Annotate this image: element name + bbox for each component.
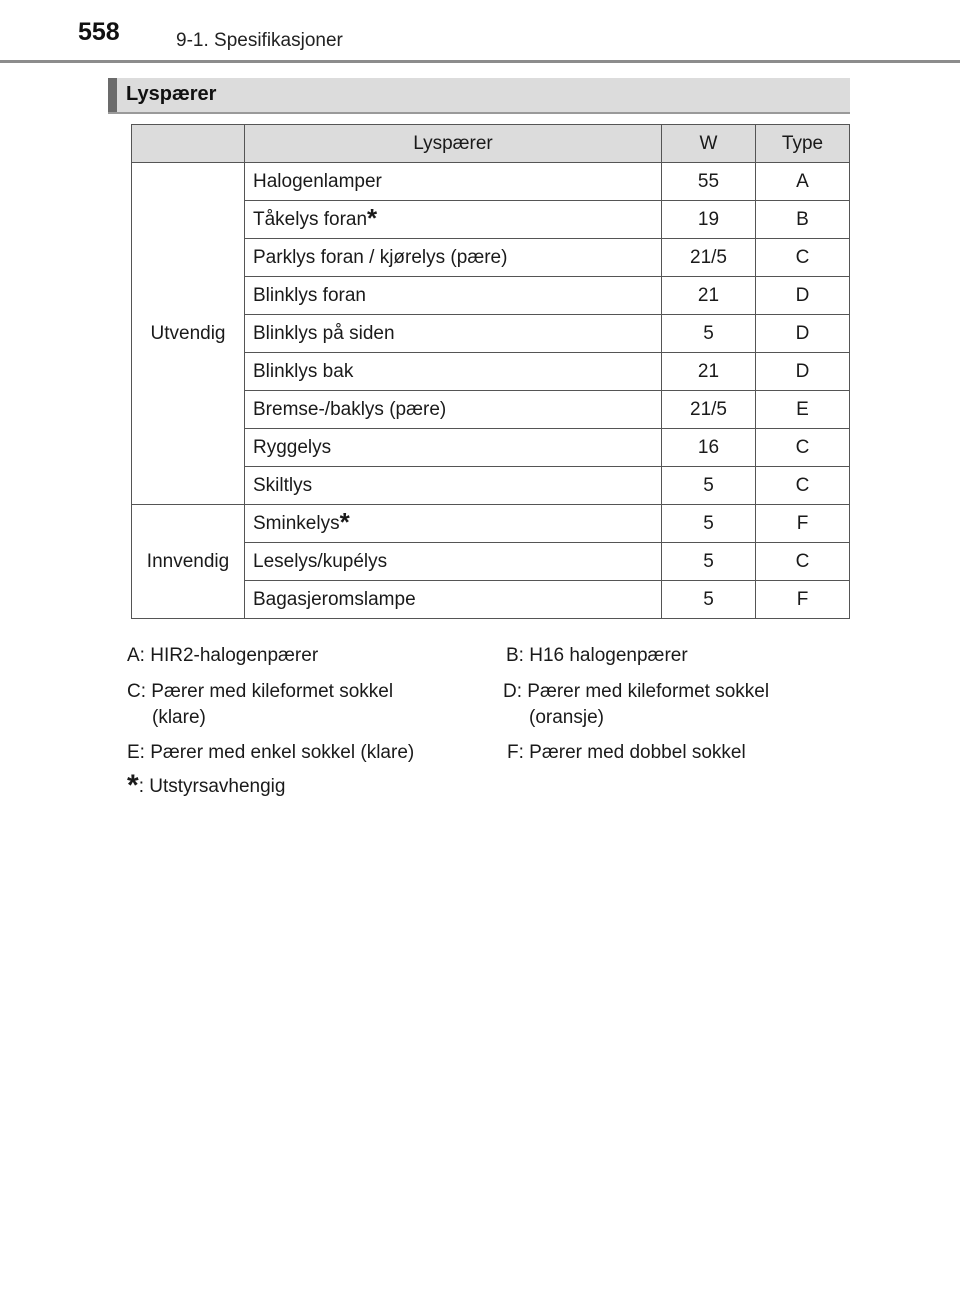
- section-accent: [108, 78, 117, 112]
- section-title: Lyspærer: [126, 83, 217, 105]
- bulb-name-cell: [245, 467, 662, 505]
- bulb-wattage: 21/5: [662, 391, 756, 429]
- bulb-type: D: [756, 277, 850, 315]
- group-label: Utvendig: [132, 163, 245, 505]
- legend-d-key: D:: [503, 681, 522, 702]
- legend-a-key: A:: [127, 645, 145, 666]
- footnote-star-icon: *: [127, 769, 139, 802]
- legend-d: [503, 679, 769, 731]
- bulb-name-cell: [245, 239, 662, 277]
- legend-f: [507, 740, 746, 766]
- bulb-name-cell: [245, 277, 662, 315]
- legend-a: [127, 643, 318, 669]
- bulb-name-cell: [245, 505, 662, 543]
- bulb-name: Tåkelys foran: [253, 208, 368, 230]
- optional-star-icon: *: [367, 202, 378, 233]
- bulb-name-cell: [245, 163, 662, 201]
- footnote-text: : Utstyrsavhengig: [138, 776, 286, 797]
- bulb-name: Ryggelys: [253, 436, 332, 458]
- legend-f-key: F:: [507, 742, 524, 763]
- chapter-title: 9-1. Spesifikasjoner: [176, 30, 343, 51]
- bulb-name-cell: [245, 543, 662, 581]
- bulb-name-cell: [245, 201, 662, 239]
- bulb-wattage: 55: [662, 163, 756, 201]
- bulb-wattage: 5: [662, 315, 756, 353]
- legend-b-text: H16 halogenpærer: [529, 645, 688, 666]
- bulb-name: Parklys foran / kjørelys (pære): [253, 246, 508, 268]
- page-number: 558: [78, 18, 120, 46]
- footnote: [127, 769, 286, 802]
- bulb-type: F: [756, 581, 850, 619]
- legend-f-text: Pærer med dobbel sokkel: [529, 742, 746, 763]
- table-header-row: [132, 125, 850, 163]
- header-name: Lyspærer: [245, 125, 662, 163]
- bulb-type: F: [756, 505, 850, 543]
- bulb-type: B: [756, 201, 850, 239]
- legend-b: [506, 643, 688, 669]
- bulb-name-cell: [245, 391, 662, 429]
- bulb-type: C: [756, 239, 850, 277]
- bulb-name: Blinklys foran: [253, 284, 366, 306]
- bulb-type: D: [756, 315, 850, 353]
- header-type: Type: [756, 125, 850, 163]
- bulb-type: C: [756, 543, 850, 581]
- bulb-table: [131, 124, 850, 619]
- bulb-name: Bagasjeromslampe: [253, 588, 416, 610]
- bulb-wattage: 21: [662, 277, 756, 315]
- bulb-wattage: 5: [662, 467, 756, 505]
- legend-c-text2: (klare): [152, 707, 206, 728]
- bulb-type: C: [756, 467, 850, 505]
- section-header: [108, 78, 850, 114]
- optional-star-icon: *: [339, 506, 350, 537]
- legend-d-text: Pærer med kileformet sokkel: [527, 681, 770, 702]
- bulb-name-cell: [245, 315, 662, 353]
- bulb-name: Leselys/kupélys: [253, 550, 388, 572]
- bulb-name: Blinklys bak: [253, 360, 354, 382]
- legend-e: [127, 740, 414, 766]
- bulb-wattage: 21/5: [662, 239, 756, 277]
- bulb-type: D: [756, 353, 850, 391]
- legend-c-key: C:: [127, 681, 146, 702]
- legend-b-key: B:: [506, 645, 524, 666]
- header-group: [132, 125, 245, 163]
- bulb-name-cell: [245, 353, 662, 391]
- bulb-wattage: 5: [662, 581, 756, 619]
- bulb-wattage: 16: [662, 429, 756, 467]
- bulb-name: Sminkelys: [253, 512, 340, 534]
- legend-c: [127, 679, 393, 731]
- legend-d-text2: (oransje): [529, 707, 604, 728]
- bulb-wattage: 19: [662, 201, 756, 239]
- bulb-name-cell: [245, 581, 662, 619]
- bulb-name-cell: [245, 429, 662, 467]
- table-row: [132, 163, 850, 201]
- bulb-type: A: [756, 163, 850, 201]
- header-rule: [0, 60, 960, 63]
- group-label: Innvendig: [132, 505, 245, 619]
- legend-a-text: HIR2-halogenpærer: [150, 645, 319, 666]
- legend-e-key: E:: [127, 742, 145, 763]
- bulb-type: C: [756, 429, 850, 467]
- bulb-name: Halogenlamper: [253, 170, 382, 192]
- bulb-wattage: 5: [662, 543, 756, 581]
- bulb-wattage: 21: [662, 353, 756, 391]
- legend-e-text: Pærer med enkel sokkel (klare): [150, 742, 415, 763]
- table-row: [132, 505, 850, 543]
- bulb-wattage: 5: [662, 505, 756, 543]
- bulb-type: E: [756, 391, 850, 429]
- bulb-name: Blinklys på siden: [253, 322, 395, 344]
- header-w: W: [662, 125, 756, 163]
- bulb-name: Bremse-/baklys (pære): [253, 398, 447, 420]
- legend-c-text: Pærer med kileformet sokkel: [151, 681, 394, 702]
- bulb-name: Skiltlys: [253, 474, 313, 496]
